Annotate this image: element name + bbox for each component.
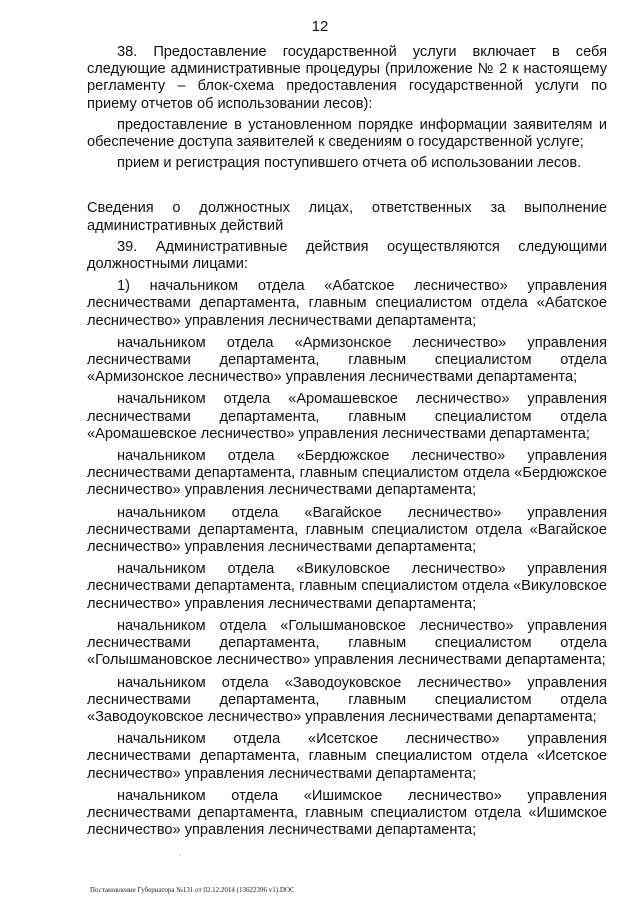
list-item-vagayskoe: начальником отдела «Вагайское лесничество» управления лесничествами департамента, главным специалистом отдела «Вагайское лесничество» управления лесничествами департамента;	[87, 504, 607, 556]
spacer	[87, 191, 607, 200]
page-number: 12	[311, 18, 329, 35]
scan-speck	[180, 855, 181, 856]
section-heading-officials: Сведения о должностных лицах, ответственных за выполнение административных действий	[87, 200, 607, 234]
paragraph-39: 39. Административные действия осуществляются следующими должностными лицами:	[87, 238, 607, 273]
list-item-ishimskoe: начальником отдела «Ишимское лесничество» управления лесничествами департамента, главным специалистом отдела «Ишимское лесничество» управления лесничествами департамента;	[87, 787, 607, 839]
list-item-golyshmanovskoe: начальником отдела «Голышмановское лесничество» управления лесничествами департамента, главным специалистом отдела «Голышмановское лесничество» управления лесничествами департамента;	[87, 617, 607, 669]
list-item-zavodoukovskoe: начальником отдела «Заводоуковское лесничество» управления лесничествами департамента, главным специалистом отдела «Заводоуковское лесничество» управления лесничествами департамента;	[87, 674, 607, 725]
paragraph-38: 38. Предоставление государственной услуги включает в себя следующие административные процедуры (приложение № 2 к настоящему регламенту – блок-схема предоставления государственной услуги по приему отчетов об использовании лесов):	[87, 44, 607, 112]
list-item-berdyuzhskoe: начальником отдела «Бердюжское лесничество» управления лесничествами департамента, главным специалистом отдела «Бердюжское лесничество» управления лесничествами департамента;	[87, 448, 607, 499]
list-item-vikulovskoe: начальником отдела «Викуловское лесничество» управления лесничествами департамента, главным специалистом отдела «Викуловское лесничество» управления лесничествами департамента;	[87, 561, 607, 612]
document-body	[87, 44, 607, 844]
list-item-isetskoe: начальником отдела «Исетское лесничество» управления лесничествами департамента, главным специалистом отдела «Исетское лесничество» управления лесничествами департамента;	[87, 731, 607, 782]
list-item-aromashevskoe: начальником отдела «Аромашевское лесничество» управления лесничествами департамента, главным специалистом отдела «Аромашевское лесничество» управления лесничествами департамента;	[87, 391, 607, 442]
list-item-armizonskoe: начальником отдела «Армизонское лесничество» управления лесничествами департамента, главным специалистом отдела «Армизонское лесничество» управления лесничествами департамента;	[87, 334, 607, 386]
paragraph-procedure-reception: прием и регистрация поступившего отчета об использовании лесов.	[117, 155, 582, 172]
paragraph-procedure-information: предоставление в установленном порядке информации заявителям и обеспечение доступа заявителей к сведениям о государственной услуге;	[87, 116, 607, 151]
list-item-abatskoe: 1) начальником отдела «Абатское лесничество» управления лесничествами департамента, главным специалистом отдела «Абатское лесничество» управления лесничествами департамента;	[87, 278, 607, 329]
document-footer: Постановление Губернатора №131 от 02.12.2014 (13622396 v1).DOC	[90, 886, 295, 894]
